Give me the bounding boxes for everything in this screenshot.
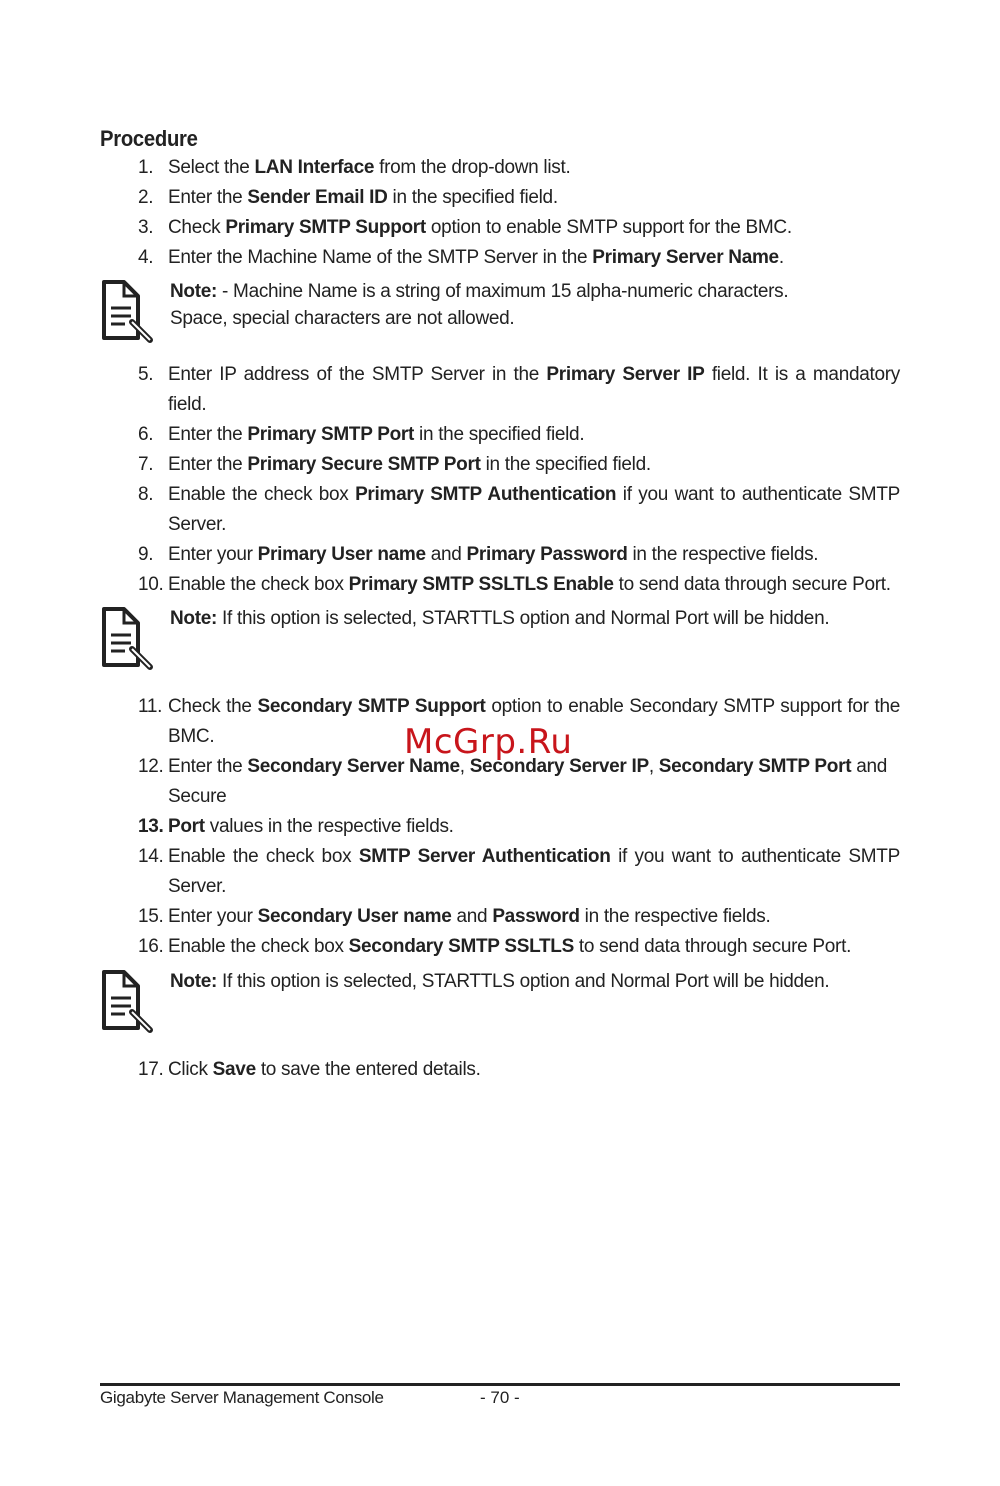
note-1 xyxy=(98,278,898,354)
footer-title: Gigabyte Server Management Console xyxy=(100,1388,384,1407)
step-number: 16. xyxy=(138,936,164,957)
step-number: 3. xyxy=(138,217,154,238)
step-text: Enable the check box SMTP Server Authentication if you want to authenticate SMTP Server. xyxy=(168,846,900,897)
step-number: 6. xyxy=(138,424,154,445)
step-number: 8. xyxy=(138,484,154,505)
step-number: 14. xyxy=(138,846,164,867)
step-number: 15. xyxy=(138,906,164,927)
step-number: 4. xyxy=(138,247,154,268)
note-text: Note: If this option is selected, STARTTLS option and Normal Port will be hidden. xyxy=(170,971,830,992)
step-17 xyxy=(138,1055,900,1085)
footer-divider xyxy=(100,1383,900,1386)
step-text: Enter the Primary Secure SMTP Port in the specified field. xyxy=(168,454,651,475)
note-icon xyxy=(98,968,156,1034)
note-icon xyxy=(98,278,156,344)
note-2 xyxy=(98,605,898,681)
step-text: Enable the check box Primary SMTP SSLTLS Enable to send data through secure Port. xyxy=(168,574,891,595)
step-text: Enter the Secondary Server Name, Secondary Server IP, Secondary SMTP Port and Secure xyxy=(168,756,888,807)
step-text: Check the Secondary SMTP Support option to enable Secondary SMTP support for the BMC. xyxy=(168,696,900,747)
step-4 xyxy=(138,243,900,273)
step-text: Port values in the respective fields. xyxy=(168,816,454,837)
step-number: 17. xyxy=(138,1059,164,1080)
step-9 xyxy=(138,540,900,570)
step-number: 12. xyxy=(138,756,164,777)
note-3 xyxy=(98,968,898,1044)
step-text: Enable the check box Primary SMTP Authentication if you want to authenticate SMTP Server. xyxy=(168,484,900,535)
step-16 xyxy=(138,932,900,962)
note-text: Note: - Machine Name is a string of maximum 15 alpha-numeric characters. Space, special characters are not allowed. xyxy=(170,281,789,329)
step-text: Enter the Machine Name of the SMTP Server in the Primary Server Name. xyxy=(168,247,784,268)
section-heading: Procedure xyxy=(100,126,198,151)
step-5 xyxy=(138,360,900,420)
step-text: Check Primary SMTP Support option to enable SMTP support for the BMC. xyxy=(168,217,792,238)
step-text: Enter your Secondary User name and Password in the respective fields. xyxy=(168,906,771,927)
step-number: 13. xyxy=(138,816,164,837)
step-3 xyxy=(138,213,900,243)
step-10 xyxy=(138,570,900,600)
step-14 xyxy=(138,842,900,902)
step-number: 5. xyxy=(138,364,154,385)
step-number: 1. xyxy=(138,157,154,178)
step-8 xyxy=(138,480,900,540)
step-text: Enter IP address of the SMTP Server in the Primary Server IP field. It is a mandatory field. xyxy=(168,364,900,415)
step-15 xyxy=(138,902,900,932)
step-text: Enable the check box Secondary SMTP SSLTLS to send data through secure Port. xyxy=(168,936,852,957)
step-6 xyxy=(138,420,900,450)
step-number: 10. xyxy=(138,574,164,595)
step-1 xyxy=(138,153,900,183)
page-number: - 70 - xyxy=(480,1388,520,1407)
step-7 xyxy=(138,450,900,480)
step-number: 9. xyxy=(138,544,154,565)
step-text: Enter the Primary SMTP Port in the specified field. xyxy=(168,424,585,445)
step-text: Click Save to save the entered details. xyxy=(168,1059,481,1080)
step-number: 7. xyxy=(138,454,154,475)
note-text: Note: If this option is selected, STARTTLS option and Normal Port will be hidden. xyxy=(170,608,830,629)
step-text: Enter the Sender Email ID in the specified field. xyxy=(168,187,558,208)
step-text: Enter your Primary User name and Primary Password in the respective fields. xyxy=(168,544,819,565)
step-number: 2. xyxy=(138,187,154,208)
watermark: McGrp.Ru xyxy=(404,722,573,762)
note-icon xyxy=(98,605,156,671)
step-text: Select the LAN Interface from the drop-down list. xyxy=(168,157,571,178)
step-number: 11. xyxy=(138,696,163,717)
step-13 xyxy=(138,812,900,842)
step-2 xyxy=(138,183,900,213)
